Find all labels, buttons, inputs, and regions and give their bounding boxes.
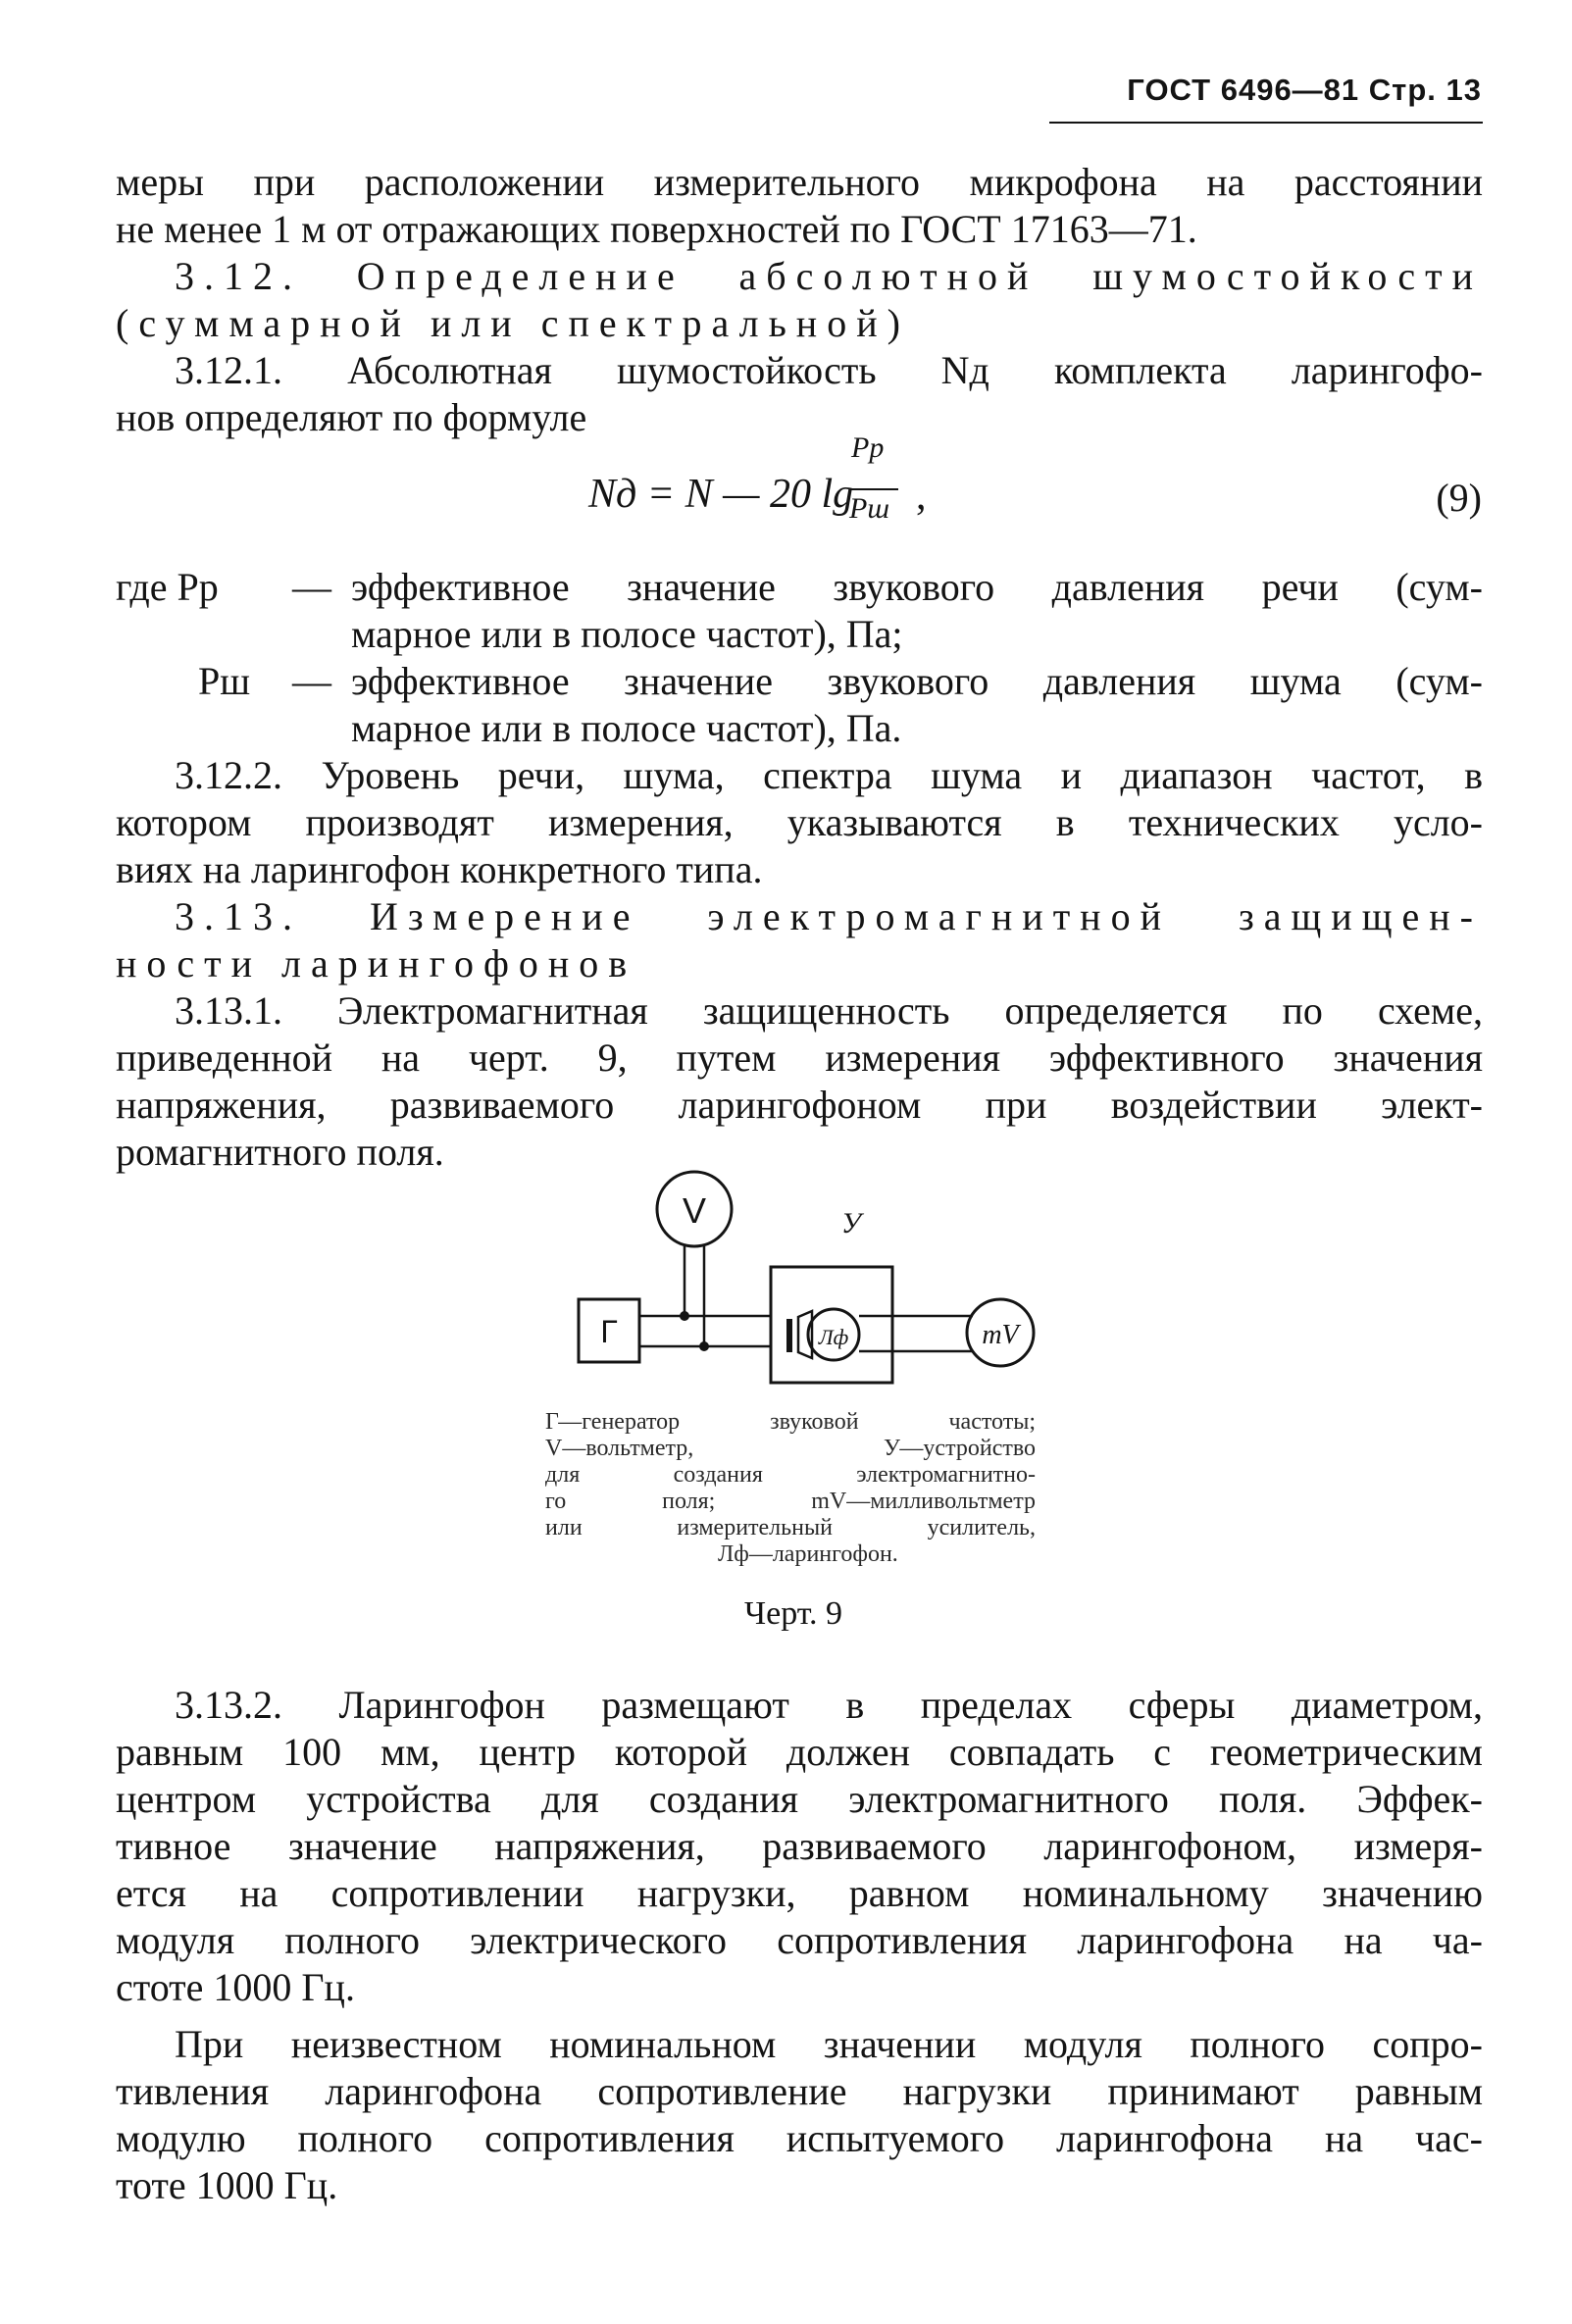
laryngophone-housing xyxy=(798,1311,812,1358)
paragraph-line: не менее 1 м от отражающих поверхностей по ГОСТ 17163—71. xyxy=(116,207,1197,251)
paragraph-line: напряжения, развиваемого ларингофоном при воздействии элект- xyxy=(116,1083,1483,1127)
paragraph-line: 3.13.1. Электромагнитная защищенность определяется по схеме, xyxy=(175,988,1483,1033)
junction-dot xyxy=(680,1311,689,1321)
section-heading-3-13: 3.13. Измерение электромагнитной защищен- xyxy=(175,894,1483,938)
paragraph-line: 3.12.1. Абсолютная шумостойкость Nд комплекта ларингофо- xyxy=(175,348,1483,392)
paragraph-line: ется на сопротивлении нагрузки, равном номинальному значению xyxy=(116,1871,1483,1915)
paragraph-line: ромагнитного поля. xyxy=(116,1130,444,1174)
paragraph-line: нов определяют по формуле xyxy=(116,395,587,439)
paragraph-line: тивное значение напряжения, развиваемого ларингофоном, измеря- xyxy=(116,1824,1483,1868)
legend-line: Г—генератор звуковой частоты; xyxy=(545,1409,1036,1435)
paragraph-line: центром устройства для создания электромагнитного поля. Эффек- xyxy=(116,1777,1483,1821)
legend-line: го поля; mV—милливольтметр xyxy=(545,1489,1036,1514)
legend-line: или измерительный усилитель, xyxy=(545,1515,1036,1541)
paragraph-line: меры при расположении измерительного микрофона на расстоянии xyxy=(116,160,1483,204)
legend-line: для создания электромагнитно- xyxy=(545,1462,1036,1488)
formula-numerator: Pр xyxy=(851,431,885,464)
junction-dot xyxy=(699,1341,709,1351)
legend-line: V—вольтметр, У—устройство xyxy=(545,1436,1036,1461)
header-rule xyxy=(1049,122,1483,124)
generator-label: Г xyxy=(600,1314,618,1349)
paragraph-line: 3.12.2. Уровень речи, шума, спектра шума и диапазон частот, в xyxy=(175,753,1483,797)
fraction-bar xyxy=(849,488,898,490)
where-symbol: Pш xyxy=(198,659,251,703)
where-dash: — xyxy=(292,659,331,703)
paragraph-line: модуля полного электрического сопротивления ларингофона на ча- xyxy=(116,1918,1483,1962)
where-definition: эффективное значение звукового давления речи (сум- xyxy=(351,565,1483,609)
measurement-circuit-diagram xyxy=(559,1162,1049,1397)
where-dash: — xyxy=(292,565,331,609)
formula-main: Nд = N — 20 lg xyxy=(588,472,854,517)
paragraph-line: тивления ларингофона сопротивление нагрузки принимают равным xyxy=(116,2069,1483,2113)
millivoltmeter-label: mV xyxy=(982,1320,1019,1350)
device-label: У xyxy=(840,1207,862,1239)
paragraph-line: При неизвестном номинальном значении модуля полного сопро- xyxy=(175,2022,1483,2066)
section-heading-3-12: 3.12. Определение абсолютной шумостойкости xyxy=(175,254,1483,298)
where-symbol: где Pр xyxy=(116,565,219,609)
paragraph-line: тоте 1000 Гц. xyxy=(116,2163,338,2207)
paragraph-line: 3.13.2. Ларингофон размещают в пределах сферы диаметром, xyxy=(175,1683,1483,1727)
paragraph-line: виях на ларингофон конкретного типа. xyxy=(116,847,763,891)
equation-number: (9) xyxy=(1436,476,1482,520)
paragraph-line: модулю полного сопротивления испытуемого ларингофона на час- xyxy=(116,2116,1483,2160)
paragraph-line: котором производят измерения, указываются в технических усло- xyxy=(116,800,1483,844)
legend-line: Лф—ларингофон. xyxy=(718,1541,898,1567)
paragraph-line: равным 100 мм, центр которой должен совпадать с геометрическим xyxy=(116,1730,1483,1774)
laryngophone-label: Лф xyxy=(818,1325,849,1349)
paragraph-line: стоте 1000 Гц. xyxy=(116,1965,355,2009)
section-heading-3-12-cont: (суммарной или спектральной) xyxy=(116,301,910,345)
voltmeter-label: V xyxy=(682,1190,707,1231)
figure-caption: Черт. 9 xyxy=(744,1595,843,1632)
laryngophone-electrode xyxy=(786,1319,792,1352)
formula-comma: , xyxy=(916,474,927,519)
where-definition-cont: марное или в полосе частот), Па. xyxy=(351,706,902,750)
formula-denominator: Pш xyxy=(849,492,889,525)
where-definition-cont: марное или в полосе частот), Па; xyxy=(351,612,903,656)
paragraph-line: приведенной на черт. 9, путем измерения эффективного значения xyxy=(116,1036,1483,1080)
where-definition: эффективное значение звукового давления шума (сум- xyxy=(351,659,1483,703)
section-heading-3-13-cont: ности ларингофонов xyxy=(116,941,637,985)
running-header: ГОСТ 6496—81 Стр. 13 xyxy=(1127,73,1482,107)
